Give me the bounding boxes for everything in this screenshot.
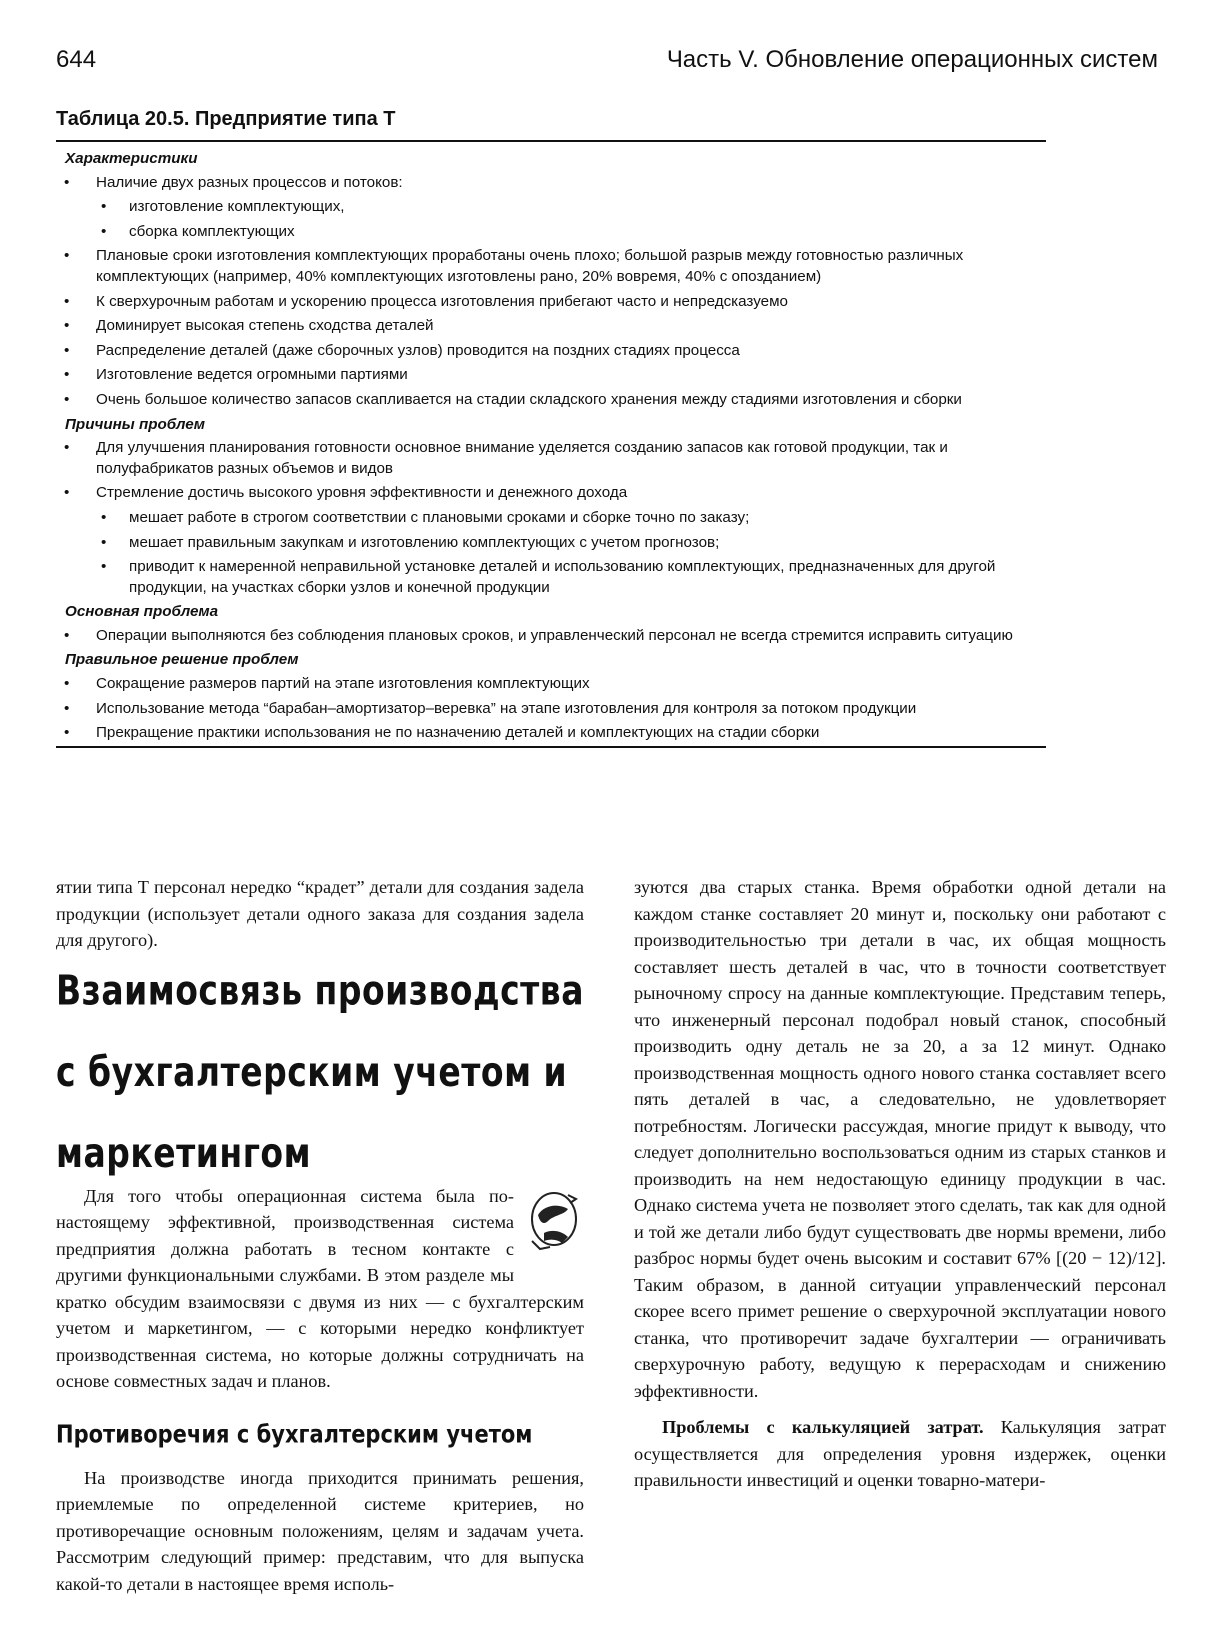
list-item: • приводит к намеренной неправильной установке деталей и использованию комплектующих, предназначенных для другой продукции, на участках сборки узлов и конечной продукции bbox=[101, 558, 996, 596]
bullet-icon: • bbox=[64, 484, 70, 502]
bullet-icon: • bbox=[64, 724, 70, 742]
bullet-icon: • bbox=[64, 366, 70, 384]
table-section-heading: Правильное решение проблем bbox=[65, 651, 299, 669]
run-in-heading: Проблемы с калькуляцией затрат. bbox=[662, 1417, 984, 1437]
intro-block bbox=[56, 1183, 584, 1395]
bullet-icon: • bbox=[101, 533, 107, 551]
globe-hand-icon bbox=[524, 1185, 584, 1265]
table-title: Таблица 20.5. Предприятие типа Т bbox=[56, 108, 396, 130]
list-item: • Сокращение размеров партий на этапе изготовления комплектующих bbox=[56, 674, 1046, 695]
list-item: • Плановые сроки изготовления комплектующих проработаны очень плохо; большой разрыв между готовностью различных комплектующих (например, 40% комплектующих изготовлены рано, 20% вовремя, 40% с опозданием) bbox=[64, 247, 964, 285]
page-number: 644 bbox=[56, 46, 97, 73]
bullet-icon: • bbox=[64, 439, 70, 457]
right-paragraph: зуются два старых станка. Время обработки одной детали на каждом станке составляет 20 минут и, поскольку они работают с производительностью три детали в час, их общая мощность составляет шесть деталей в час, что в точности соответствует рыночному спросу на данные комплектующие. Представим теперь, что инженерный персонал подобрал новый станок, способный производить одну деталь не за 20, а за 12 минут. Однако производственная мощность одного нового станка составляет всего пять деталей в час, а следовательно, не удовлетворяет потребностям. Логически рассуждая, многие придут к выводу, что следует дополнительно воспользоваться одним из старых станков и производить на нем недостающую единицу продукции в час. Однако система учета не позволяет этого сделать, так как для одной и той же детали либо будут существовать две нормы времени, либо разброс нормы будет очень высоким и составит 67% [(20 − 12)/12]. Таким образом, в данной ситуации управленческий персонал скорее всего примет решение о сверхурочной эксплуатации нового станка, что противоречит задаче бухгалтерии — ограничивать сверхурочную работу, ведущую к перерасходам и снижению эффективности. bbox=[634, 877, 1166, 1401]
bullet-icon: • bbox=[64, 317, 70, 335]
list-item: • Использование метода “барабан–амортизатор–веревка” на этапе изготовления для контроля за потоком продукции bbox=[56, 699, 1046, 720]
list-item: • сборка комплектующих bbox=[56, 222, 1046, 243]
bullet-icon: • bbox=[101, 222, 107, 240]
bullet-icon: • bbox=[64, 390, 70, 408]
list-item: • Операции выполняются без соблюдения плановых сроков, и управленческий персонал не всегда стремится исправить ситуацию bbox=[56, 626, 1046, 647]
left-column bbox=[56, 874, 584, 1597]
list-item: • Доминирует высокая степень сходства деталей bbox=[56, 316, 1046, 337]
section-heading: Взаимосвязь производства с бухгалтерским учетом и маркетингом bbox=[56, 965, 584, 1177]
list-item: • изготовление комплектующих, bbox=[56, 197, 1046, 218]
list-item: • мешает правильным закупкам и изготовлению комплектующих с учетом прогнозов; bbox=[56, 533, 1046, 554]
intro-paragraph: Для того чтобы операционная система была по-настоящему эффективной, производственная система предприятия должна работать в тесном контакте с другими функциональными службами. В этом разделе мы кратко обсудим взаимосвязи с двумя из них — с бухгалтерским учетом и маркетингом, — с которыми нередко конфликтует производственная система, но которые должны сотрудничать на основе совместных задач и планов. bbox=[56, 1185, 584, 1391]
table-section-heading: Характеристики bbox=[65, 150, 198, 167]
bullet-icon: • bbox=[64, 173, 70, 191]
list-item: • Наличие двух разных процессов и потоков: bbox=[56, 173, 1046, 194]
bullet-icon: • bbox=[64, 292, 70, 310]
list-item: • К сверхурочным работам и ускорению процесса изготовления прибегают часто и непредсказуемо bbox=[56, 292, 1046, 313]
list-item: • Изготовление ведется огромными партиями bbox=[56, 365, 1046, 386]
bullet-icon: • bbox=[101, 558, 107, 576]
table-section-heading: Причины проблем bbox=[65, 415, 205, 433]
bullet-icon: • bbox=[64, 675, 70, 693]
costing-text: Калькуляция затрат осуществляется для определения уровня издержек, оценки правильности инвестиций и оценки товарно-матери- bbox=[634, 1417, 1167, 1490]
bullet-icon: • bbox=[64, 699, 70, 717]
table-section-heading: Основная проблема bbox=[65, 603, 219, 621]
costing-paragraph bbox=[634, 1414, 1166, 1494]
list-item: • Распределение деталей (даже сборочных узлов) проводится на поздних стадиях процесса bbox=[56, 341, 1046, 362]
continuation-paragraph: ятии типа Т персонал нередко “крадет” детали для создания задела продукции (использует детали одного заказа для создания задела для другого). bbox=[56, 877, 584, 950]
list-item: • Прекращение практики использования не по назначению деталей и комплектующих на стадии сборки bbox=[56, 723, 1046, 744]
table-20-5 bbox=[56, 140, 1046, 748]
bullet-icon: • bbox=[64, 341, 70, 359]
right-column bbox=[634, 874, 1166, 1494]
subsection-paragraph: На производстве иногда приходится принимать решения, приемлемые по определенной системе критериев, но противоречащие основным положениям, целям и задачам учета. Рассмотрим следующий пример: представим, что для выпуска какой-то детали в настоящее время исполь- bbox=[56, 1467, 584, 1594]
bullet-icon: • bbox=[64, 247, 70, 265]
bullet-icon: • bbox=[101, 198, 107, 216]
bullet-icon: • bbox=[101, 508, 107, 526]
list-item: • Стремление достичь высокого уровня эффективности и денежного дохода bbox=[56, 483, 1046, 504]
running-title: Часть V. Обновление операционных систем bbox=[666, 46, 1158, 73]
bullet-icon: • bbox=[64, 626, 70, 644]
list-item: • мешает работе в строгом соответствии с плановыми сроками и сборке точно по заказу; bbox=[56, 508, 1046, 529]
subsection-heading: Противоречия с бухгалтерским учетом bbox=[56, 1419, 533, 1448]
list-item: • Для улучшения планирования готовности основное внимание уделяется созданию запасов как готовой продукции, так и полуфабрикатов разных объемов и видов bbox=[64, 439, 948, 477]
list-item: • Очень большое количество запасов скапливается на стадии складского хранения между стадиями изготовления и сборки bbox=[56, 390, 1046, 411]
